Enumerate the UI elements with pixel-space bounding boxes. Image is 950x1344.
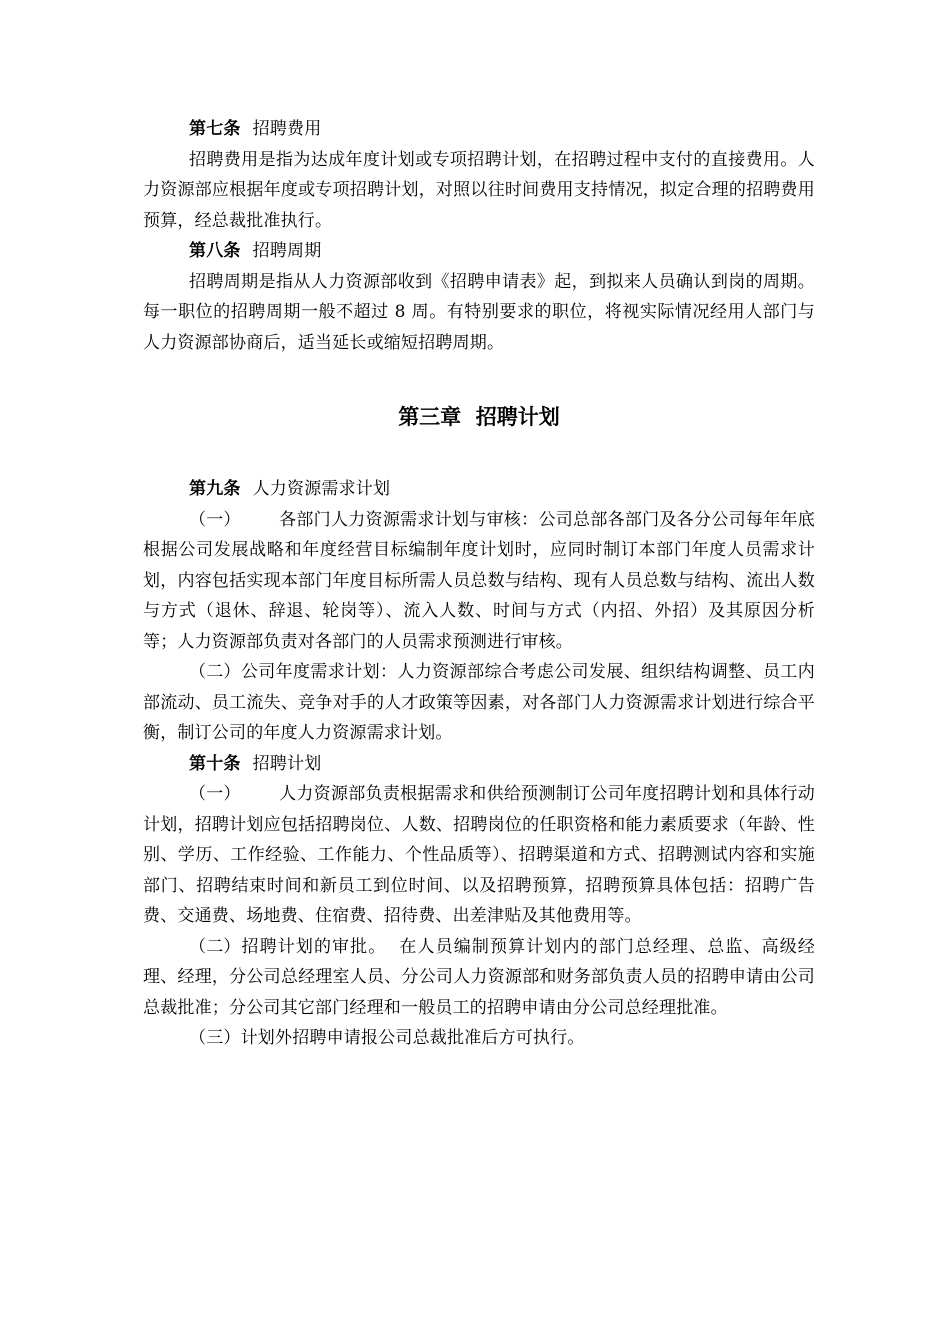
article-9-item-2 (143, 657, 815, 749)
item-number: （三） (189, 1028, 241, 1048)
article-8-title: 招聘周期 (252, 241, 322, 261)
item-text: 人力资源部负责根据需求和供给预测制订公司年度招聘计划和具体行动计划，招聘计划应包括招聘岗位、人数、招聘岗位的任职资格和能力素质要求（年龄、性别、学历、工作经验、工作能力、个性品质等）、招聘渠道和方式、招聘测试内容和实施部门、招聘结束时间和新员工到位时间、以及招聘预算，招聘预算具体包括：招聘广告费、交通费、场地费、住宿费、招待费、出差津贴及其他费用等。 (143, 784, 815, 926)
article-7-body: 招聘费用是指为达成年度计划或专项招聘计划，在招聘过程中支付的直接费用。人力资源部应根据年度或专项招聘计划，对照以往时间费用支持情况，拟定合理的招聘费用预算，经总裁批准执行。 (143, 149, 815, 231)
item-text: 计划外招聘申请报公司总裁批准后方可执行。 (240, 1028, 585, 1048)
item-text: 公司年度需求计划：人力资源部综合考虑公司发展、组织结构调整、员工内部流动、员工流失、竞争对手的人才政策等因素，对各部门人力资源需求计划进行综合平衡，制订公司的年度人力资源需求计划。 (143, 662, 815, 743)
article-7-heading (143, 114, 815, 145)
article-9-heading (143, 474, 815, 505)
item-text: 招聘计划的审批。 在人员编制预算计划内的部门总经理、总监、高级经理、经理，分公司总经理室人员、分公司人力资源部和财务部负责人员的招聘申请由公司总裁批准；分公司其它部门经理和一般员工的招聘申请由分公司总经理批准。 (143, 936, 815, 1018)
item-number: （一） (189, 784, 241, 804)
article-10-item-3 (143, 1023, 815, 1054)
article-10-heading (143, 749, 815, 780)
item-text: 各部门人力资源需求计划与审核：公司总部各部门及各分公司每年年底根据公司发展战略和年度经营目标编制年度计划时，应同时制订本部门年度人员需求计划，内容包括实现本部门年度目标所需人员总数与结构、现有人员总数与结构、流出人数与方式（退休、辞退、轮岗等）、流入人数、时间与方式（内招、外招）及其原因分析等；人力资源部负责对各部门的人员需求预测进行审核。 (143, 509, 815, 652)
article-8-heading (143, 236, 815, 267)
article-9-title: 人力资源需求计划 (252, 479, 391, 499)
article-10-item-1 (143, 779, 815, 932)
item-number: （二） (189, 662, 241, 682)
article-8-body: 招聘周期是指从人力资源部收到《招聘申请表》起，到拟来人员确认到岗的周期。每一职位的招聘周期一般不超过 8 周。有特别要求的职位，将视实际情况经用人部门与人力资源部协商后，适当延长或缩短招聘周期。 (143, 271, 815, 353)
item-number: （二） (189, 936, 241, 957)
article-10-item-2 (143, 932, 815, 1024)
article-7-label: 第七条 (189, 119, 241, 139)
article-7-title: 招聘费用 (252, 119, 322, 139)
article-8-label: 第八条 (189, 241, 241, 261)
article-9-item-1 (143, 505, 815, 658)
article-9-label: 第九条 (189, 479, 241, 499)
chapter-3-title: 第三章 招聘计划 (398, 404, 560, 429)
item-number: （一） (189, 509, 241, 530)
article-10-title: 招聘计划 (252, 753, 322, 774)
article-10-label: 第十条 (189, 753, 241, 774)
document-body (143, 114, 815, 1054)
